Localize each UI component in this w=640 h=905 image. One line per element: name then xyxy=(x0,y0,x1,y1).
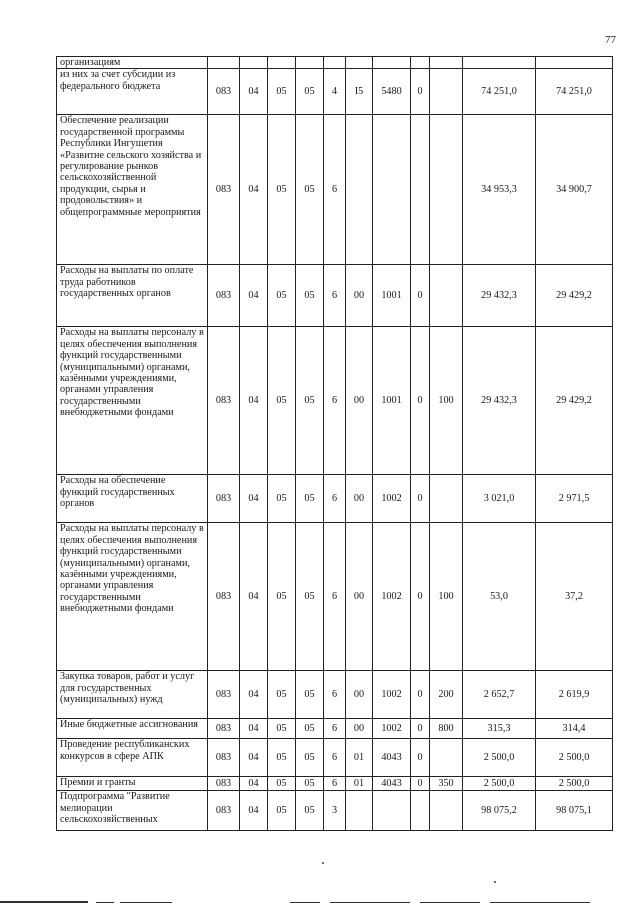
table-row xyxy=(57,523,613,671)
scan-speck xyxy=(494,881,496,883)
subsection-cell: 05 xyxy=(268,791,296,831)
section-cell: 04 xyxy=(240,719,268,739)
expense-type-cell: 350 xyxy=(430,777,463,791)
table-row xyxy=(57,115,613,265)
row-name-cell: Закупка товаров, работ и услуг для государственных (муниципальных) нужд xyxy=(57,671,208,719)
subsection-cell: 05 xyxy=(268,671,296,719)
code-cell: 0 xyxy=(411,739,430,777)
scan-artifact-line xyxy=(96,902,114,903)
ministry-code-cell: 083 xyxy=(208,475,240,523)
sum-1-cell: 2 652,7 xyxy=(463,671,536,719)
code-cell: 0 xyxy=(411,777,430,791)
budget-table xyxy=(56,56,613,831)
event-cell: 00 xyxy=(346,475,373,523)
scan-artifact-line xyxy=(420,902,480,903)
code-cell xyxy=(411,791,430,831)
code-cell xyxy=(411,57,430,69)
subprogram-cell: 3 xyxy=(324,791,346,831)
code-cell xyxy=(411,115,430,265)
subprogram-cell: 6 xyxy=(324,265,346,327)
section-cell: 04 xyxy=(240,791,268,831)
program-cell: 05 xyxy=(296,115,324,265)
code-cell: 0 xyxy=(411,327,430,475)
direction-cell: 1002 xyxy=(373,671,411,719)
section-cell: 04 xyxy=(240,115,268,265)
sum-1-cell: 2 500,0 xyxy=(463,739,536,777)
section-cell: 04 xyxy=(240,69,268,115)
subprogram-cell: 6 xyxy=(324,115,346,265)
direction-cell: 1002 xyxy=(373,719,411,739)
program-cell: 05 xyxy=(296,791,324,831)
sum-2-cell: 2 500,0 xyxy=(536,739,613,777)
event-cell: 00 xyxy=(346,719,373,739)
direction-cell xyxy=(373,791,411,831)
expense-type-cell xyxy=(430,57,463,69)
sum-1-cell: 34 953,3 xyxy=(463,115,536,265)
table-row xyxy=(57,327,613,475)
sum-2-cell: 2 971,5 xyxy=(536,475,613,523)
ministry-code-cell: 083 xyxy=(208,719,240,739)
program-cell xyxy=(296,57,324,69)
section-cell: 04 xyxy=(240,523,268,671)
table-row xyxy=(57,671,613,719)
program-cell: 05 xyxy=(296,777,324,791)
expense-type-cell: 200 xyxy=(430,671,463,719)
row-name-cell: Премии и гранты xyxy=(57,777,208,791)
subsection-cell: 05 xyxy=(268,475,296,523)
event-cell: 01 xyxy=(346,739,373,777)
direction-cell: 4043 xyxy=(373,739,411,777)
program-cell: 05 xyxy=(296,739,324,777)
row-name-cell: Расходы на обеспечение функций государственных органов xyxy=(57,475,208,523)
subsection-cell: 05 xyxy=(268,523,296,671)
ministry-code-cell xyxy=(208,57,240,69)
sum-1-cell: 315,3 xyxy=(463,719,536,739)
sum-1-cell: 74 251,0 xyxy=(463,69,536,115)
program-cell: 05 xyxy=(296,523,324,671)
program-cell: 05 xyxy=(296,719,324,739)
event-cell: 00 xyxy=(346,523,373,671)
scan-artifact-line xyxy=(0,901,88,903)
subsection-cell: 05 xyxy=(268,69,296,115)
sum-1-cell: 98 075,2 xyxy=(463,791,536,831)
subprogram-cell: 6 xyxy=(324,327,346,475)
section-cell: 04 xyxy=(240,475,268,523)
event-cell: 00 xyxy=(346,265,373,327)
table-row xyxy=(57,777,613,791)
ministry-code-cell: 083 xyxy=(208,327,240,475)
subprogram-cell: 6 xyxy=(324,523,346,671)
code-cell: 0 xyxy=(411,475,430,523)
section-cell: 04 xyxy=(240,671,268,719)
event-cell xyxy=(346,115,373,265)
expense-type-cell xyxy=(430,69,463,115)
table-row xyxy=(57,719,613,739)
table-row xyxy=(57,475,613,523)
ministry-code-cell: 083 xyxy=(208,739,240,777)
program-cell: 05 xyxy=(296,671,324,719)
scan-artifact-line xyxy=(290,902,320,903)
event-cell: 00 xyxy=(346,671,373,719)
ministry-code-cell: 083 xyxy=(208,523,240,671)
row-name-cell: Расходы на выплаты по оплате труда работников государственных органов xyxy=(57,265,208,327)
program-cell: 05 xyxy=(296,327,324,475)
scan-speck xyxy=(322,862,324,864)
sum-2-cell: 98 075,1 xyxy=(536,791,613,831)
subsection-cell: 05 xyxy=(268,265,296,327)
event-cell: 00 xyxy=(346,327,373,475)
subsection-cell xyxy=(268,57,296,69)
scan-artifact-line xyxy=(120,902,172,903)
scan-artifact-line xyxy=(330,902,410,903)
code-cell: 0 xyxy=(411,671,430,719)
sum-2-cell: 34 900,7 xyxy=(536,115,613,265)
scan-artifact-line xyxy=(490,902,590,903)
subprogram-cell: 6 xyxy=(324,777,346,791)
direction-cell: 1002 xyxy=(373,475,411,523)
code-cell: 0 xyxy=(411,719,430,739)
ministry-code-cell: 083 xyxy=(208,791,240,831)
section-cell: 04 xyxy=(240,265,268,327)
table-row xyxy=(57,57,613,69)
subprogram-cell: 4 xyxy=(324,69,346,115)
subsection-cell: 05 xyxy=(268,777,296,791)
subsection-cell: 05 xyxy=(268,327,296,475)
event-cell: 01 xyxy=(346,777,373,791)
row-name-cell: Иные бюджетные ассигнования xyxy=(57,719,208,739)
event-cell: I5 xyxy=(346,69,373,115)
expense-type-cell: 800 xyxy=(430,719,463,739)
expense-type-cell xyxy=(430,739,463,777)
sum-2-cell: 2 619,9 xyxy=(536,671,613,719)
subprogram-cell: 6 xyxy=(324,739,346,777)
subsection-cell: 05 xyxy=(268,719,296,739)
sum-1-cell: 53,0 xyxy=(463,523,536,671)
code-cell: 0 xyxy=(411,523,430,671)
direction-cell: 5480 xyxy=(373,69,411,115)
expense-type-cell: 100 xyxy=(430,523,463,671)
row-name-cell: Обеспечение реализации государственной программы Республики Ингушетия «Развитие сельского хозяйства и регулирование рынков сельскохозяйственной продукции, сырья и продовольствия» и общепрограммные мероприятия xyxy=(57,115,208,265)
sum-2-cell: 29 429,2 xyxy=(536,327,613,475)
event-cell xyxy=(346,57,373,69)
direction-cell: 1002 xyxy=(373,523,411,671)
sum-2-cell: 314,4 xyxy=(536,719,613,739)
program-cell: 05 xyxy=(296,475,324,523)
expense-type-cell xyxy=(430,265,463,327)
ministry-code-cell: 083 xyxy=(208,115,240,265)
direction-cell: 1001 xyxy=(373,327,411,475)
row-name-cell: Подпрограмма "Развитие мелиорации сельскохозяйственных xyxy=(57,791,208,831)
event-cell xyxy=(346,791,373,831)
sum-1-cell: 2 500,0 xyxy=(463,777,536,791)
row-name-cell: Расходы на выплаты персоналу в целях обеспечения выполнения функций государственными (муниципальными) органами, казёнными учреждениями, органами управления государственными внебюджетными фондами xyxy=(57,523,208,671)
row-name-cell: организациям xyxy=(57,57,208,69)
code-cell: 0 xyxy=(411,265,430,327)
subprogram-cell: 6 xyxy=(324,475,346,523)
section-cell: 04 xyxy=(240,739,268,777)
expense-type-cell xyxy=(430,115,463,265)
ministry-code-cell: 083 xyxy=(208,265,240,327)
sum-1-cell xyxy=(463,57,536,69)
sum-1-cell: 29 432,3 xyxy=(463,265,536,327)
table-row xyxy=(57,739,613,777)
row-name-cell: Расходы на выплаты персоналу в целях обеспечения выполнения функций государственными (муниципальными) органами, казёнными учреждениями, органами управления государственными внебюджетными фондами xyxy=(57,327,208,475)
direction-cell xyxy=(373,57,411,69)
subprogram-cell: 6 xyxy=(324,719,346,739)
expense-type-cell: 100 xyxy=(430,327,463,475)
sum-2-cell: 37,2 xyxy=(536,523,613,671)
expense-type-cell xyxy=(430,791,463,831)
section-cell xyxy=(240,57,268,69)
program-cell: 05 xyxy=(296,69,324,115)
section-cell: 04 xyxy=(240,327,268,475)
subsection-cell: 05 xyxy=(268,115,296,265)
row-name-cell: Проведение республиканских конкурсов в сфере АПК xyxy=(57,739,208,777)
table-row xyxy=(57,265,613,327)
ministry-code-cell: 083 xyxy=(208,777,240,791)
subsection-cell: 05 xyxy=(268,739,296,777)
sum-2-cell: 29 429,2 xyxy=(536,265,613,327)
sum-1-cell: 29 432,3 xyxy=(463,327,536,475)
direction-cell xyxy=(373,115,411,265)
direction-cell: 4043 xyxy=(373,777,411,791)
expense-type-cell xyxy=(430,475,463,523)
ministry-code-cell: 083 xyxy=(208,69,240,115)
program-cell: 05 xyxy=(296,265,324,327)
section-cell: 04 xyxy=(240,777,268,791)
code-cell: 0 xyxy=(411,69,430,115)
subprogram-cell xyxy=(324,57,346,69)
table-row xyxy=(57,69,613,115)
direction-cell: 1001 xyxy=(373,265,411,327)
sum-2-cell xyxy=(536,57,613,69)
table-row xyxy=(57,791,613,831)
row-name-cell: из них за счет субсидии из федерального бюджета xyxy=(57,69,208,115)
ministry-code-cell: 083 xyxy=(208,671,240,719)
sum-1-cell: 3 021,0 xyxy=(463,475,536,523)
page-number: 77 xyxy=(605,34,616,46)
sum-2-cell: 2 500,0 xyxy=(536,777,613,791)
sum-2-cell: 74 251,0 xyxy=(536,69,613,115)
subprogram-cell: 6 xyxy=(324,671,346,719)
